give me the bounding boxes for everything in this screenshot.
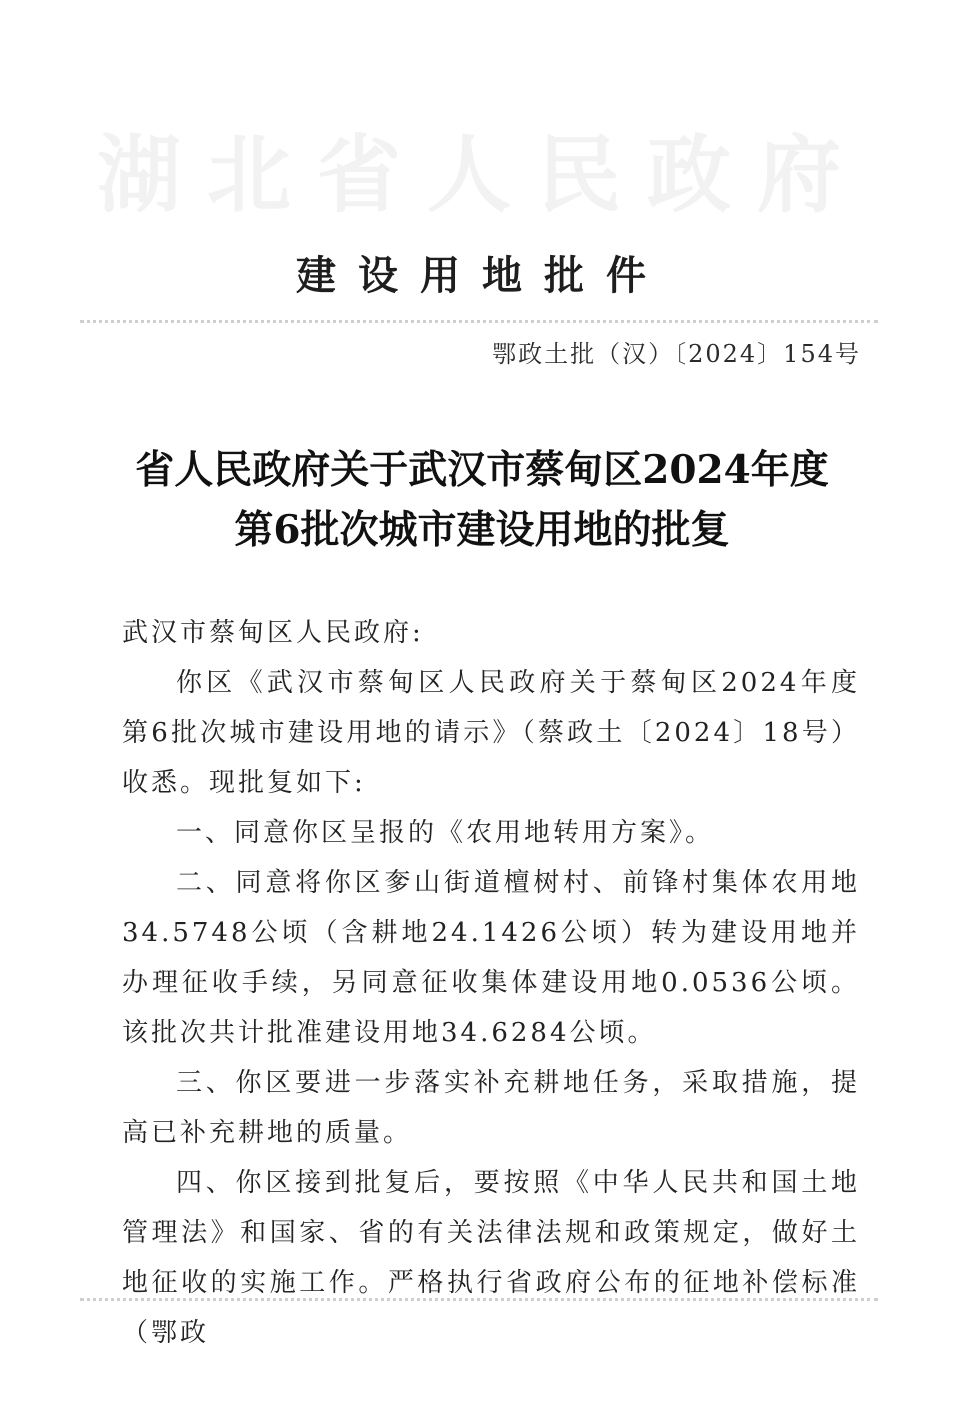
document-title-line-2: 第6批次城市建设用地的批复 [234,507,730,553]
paragraph-intro: 你区《武汉市蔡甸区人民政府关于蔡甸区2024年度第6批次城市建设用地的请示》（蔡政土〔2024〕18号）收悉。现批复如下: [122,668,860,798]
document-body [122,608,860,1358]
footer-divider [80,1298,878,1301]
paragraph-item-2: 二、同意将你区奓山街道檀树村、前锋村集体农用地34.5748公顷（含耕地24.1426公顷）转为建设用地并办理征收手续，另同意征收集体建设用地0.0536公顷。该批次共计批准建设用地34.6284公顷。 [122,868,860,1048]
paragraph-item-3: 三、你区要进一步落实补充耕地任务，采取措施，提高已补充耕地的质量。 [122,1068,860,1148]
document-title-line-1: 省人民政府关于武汉市蔡甸区2024年度 [135,447,829,493]
document-title [0,440,964,560]
masthead-watermark: 湖北省人民政府 [96,126,867,224]
document-type-heading: 建设用地批件 [296,253,668,299]
document-number: 鄂政土批（汉）〔2024〕154号 [492,340,861,368]
paragraph-item-4: 四、你区接到批复后，要按照《中华人民共和国土地管理法》和国家、省的有关法律法规和政策规定，做好土地征收的实施工作。严格执行省政府公布的征地补偿标准（鄂政 [122,1168,860,1348]
header-divider [80,320,878,323]
addressee: 武汉市蔡甸区人民政府: [122,618,424,648]
paragraph-item-1: 一、同意你区呈报的《农用地转用方案》。 [176,818,715,848]
